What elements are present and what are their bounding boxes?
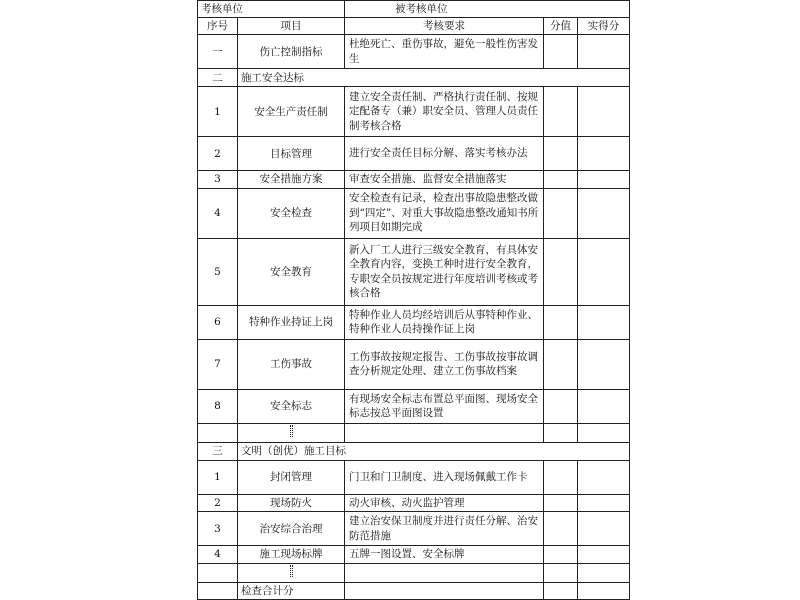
score-cell[interactable] xyxy=(544,188,578,238)
row-no: 2 xyxy=(198,137,238,171)
table-row xyxy=(198,188,630,238)
row-item: 施工现场标牌 xyxy=(238,546,345,564)
score-cell[interactable] xyxy=(544,339,578,389)
ellipsis-req-cell xyxy=(345,563,544,582)
actual-score-cell[interactable] xyxy=(578,339,630,389)
examined-unit-label: 被考核单位 xyxy=(395,3,448,15)
header-row xyxy=(198,18,630,35)
assessment-sheet xyxy=(197,0,629,600)
total-label: 检查合计分 xyxy=(238,582,345,599)
row-requirement: 建立安全责任制、严格执行责任制、按规定配备专（兼）职安全员、管理人员责任制考核合格 xyxy=(345,87,544,137)
actual-score-cell[interactable] xyxy=(578,423,630,442)
table-row xyxy=(198,35,630,69)
actual-score-cell[interactable] xyxy=(578,494,630,512)
actual-score-cell[interactable] xyxy=(578,238,630,305)
score-cell[interactable] xyxy=(544,171,578,189)
actual-score-cell[interactable] xyxy=(578,389,630,423)
score-cell[interactable] xyxy=(544,238,578,305)
row-item: 安全教育 xyxy=(238,238,345,305)
row-no: 3 xyxy=(198,171,238,189)
row-item: 特种作业持证上岗 xyxy=(238,305,345,339)
row-no: 3 xyxy=(198,512,238,546)
unit-cell xyxy=(198,1,345,18)
row-no: 5 xyxy=(198,238,238,305)
actual-score-cell[interactable] xyxy=(578,305,630,339)
score-cell[interactable] xyxy=(544,35,578,69)
row-requirement: 安全检查有记录，检查出事故隐患整改做到“四定”、对重大事故隐患整改通知书所列项目如期完成 xyxy=(345,188,544,238)
table-row xyxy=(198,494,630,512)
section-title: 文明（创优）施工目标 xyxy=(238,442,630,460)
vertical-ellipsis-icon xyxy=(288,564,294,578)
table-row xyxy=(198,339,630,389)
ellipsis-cell xyxy=(238,423,345,442)
ellipsis-no-cell xyxy=(198,423,238,442)
unit-row xyxy=(198,1,630,18)
row-requirement: 门卫和门卫制度、进入现场佩戴工作卡 xyxy=(345,460,544,494)
row-item: 安全措施方案 xyxy=(238,171,345,189)
header-item: 项目 xyxy=(238,18,345,35)
unit-label: 考核单位 xyxy=(201,3,243,15)
vertical-ellipsis-icon xyxy=(288,424,294,438)
section-row-construction xyxy=(198,69,630,87)
row-requirement: 特种作业人员均经培训后从事特种作业、特种作业人员持操作证上岗 xyxy=(345,305,544,339)
table-row xyxy=(198,238,630,305)
row-no: 1 xyxy=(198,87,238,137)
score-cell[interactable] xyxy=(544,512,578,546)
total-score-cell[interactable] xyxy=(544,582,578,599)
score-cell[interactable] xyxy=(544,305,578,339)
row-item: 目标管理 xyxy=(238,137,345,171)
ellipsis-no-cell xyxy=(198,563,238,582)
header-no: 序号 xyxy=(198,18,238,35)
score-cell[interactable] xyxy=(544,389,578,423)
actual-score-cell[interactable] xyxy=(578,137,630,171)
row-requirement: 有现场安全标志布置总平面图、现场安全标志按总平面图设置 xyxy=(345,389,544,423)
table-row xyxy=(198,171,630,189)
assessment-table xyxy=(197,0,630,600)
table-row xyxy=(198,546,630,564)
row-item: 封闭管理 xyxy=(238,460,345,494)
actual-score-cell[interactable] xyxy=(578,35,630,69)
row-requirement: 审查安全措施、监督安全措施落实 xyxy=(345,171,544,189)
score-cell[interactable] xyxy=(544,137,578,171)
row-item: 伤亡控制指标 xyxy=(238,35,345,69)
actual-score-cell[interactable] xyxy=(578,546,630,564)
actual-score-cell[interactable] xyxy=(578,188,630,238)
ellipsis-row xyxy=(198,423,630,442)
row-item: 治安综合治理 xyxy=(238,512,345,546)
section-title: 施工安全达标 xyxy=(238,69,630,87)
row-no: 一 xyxy=(198,35,238,69)
total-actual-score-cell[interactable] xyxy=(578,582,630,599)
total-no-cell xyxy=(198,582,238,599)
total-row xyxy=(198,582,630,599)
row-no: 1 xyxy=(198,460,238,494)
row-item: 安全生产责任制 xyxy=(238,87,345,137)
row-requirement: 新入厂工人进行三级安全教育，有具体安全教育内容，变换工种时进行安全教育，专职安全员按规定进行年度培训考核或考核合格 xyxy=(345,238,544,305)
score-cell[interactable] xyxy=(544,87,578,137)
actual-score-cell[interactable] xyxy=(578,87,630,137)
row-requirement: 进行安全责任目标分解、落实考核办法 xyxy=(345,137,544,171)
row-item: 安全检查 xyxy=(238,188,345,238)
score-cell[interactable] xyxy=(544,423,578,442)
row-item: 安全标志 xyxy=(238,389,345,423)
table-row xyxy=(198,389,630,423)
actual-score-cell[interactable] xyxy=(578,171,630,189)
score-cell[interactable] xyxy=(544,563,578,582)
row-requirement: 五牌一图设置、安全标牌 xyxy=(345,546,544,564)
row-requirement: 动火审核、动火监护管理 xyxy=(345,494,544,512)
ellipsis-row xyxy=(198,563,630,582)
score-cell[interactable] xyxy=(544,546,578,564)
row-no: 7 xyxy=(198,339,238,389)
table-row xyxy=(198,305,630,339)
header-score: 分值 xyxy=(544,18,578,35)
table-row xyxy=(198,512,630,546)
row-no: 4 xyxy=(198,188,238,238)
row-item: 工伤事故 xyxy=(238,339,345,389)
section-no: 二 xyxy=(198,69,238,87)
table-row xyxy=(198,87,630,137)
examined-unit-cell xyxy=(345,1,630,18)
row-requirement: 建立治安保卫制度并进行责任分解、治安防范措施 xyxy=(345,512,544,546)
total-req-cell xyxy=(345,582,544,599)
row-requirement: 杜绝死亡、重伤事故，避免一般性伤害发生 xyxy=(345,35,544,69)
table-row xyxy=(198,460,630,494)
header-actual: 实得分 xyxy=(578,18,630,35)
section-no: 三 xyxy=(198,442,238,460)
row-no: 2 xyxy=(198,494,238,512)
row-no: 6 xyxy=(198,305,238,339)
row-no: 8 xyxy=(198,389,238,423)
table-row xyxy=(198,137,630,171)
actual-score-cell[interactable] xyxy=(578,563,630,582)
score-cell[interactable] xyxy=(544,460,578,494)
actual-score-cell[interactable] xyxy=(578,512,630,546)
actual-score-cell[interactable] xyxy=(578,460,630,494)
ellipsis-req-cell xyxy=(345,423,544,442)
header-requirement: 考核要求 xyxy=(345,18,544,35)
row-no: 4 xyxy=(198,546,238,564)
row-requirement: 工伤事故按规定报告、工伤事故按事故调查分析规定处理、建立工伤事故档案 xyxy=(345,339,544,389)
ellipsis-cell xyxy=(238,563,345,582)
row-item: 现场防火 xyxy=(238,494,345,512)
score-cell[interactable] xyxy=(544,494,578,512)
section-row-civilized xyxy=(198,442,630,460)
